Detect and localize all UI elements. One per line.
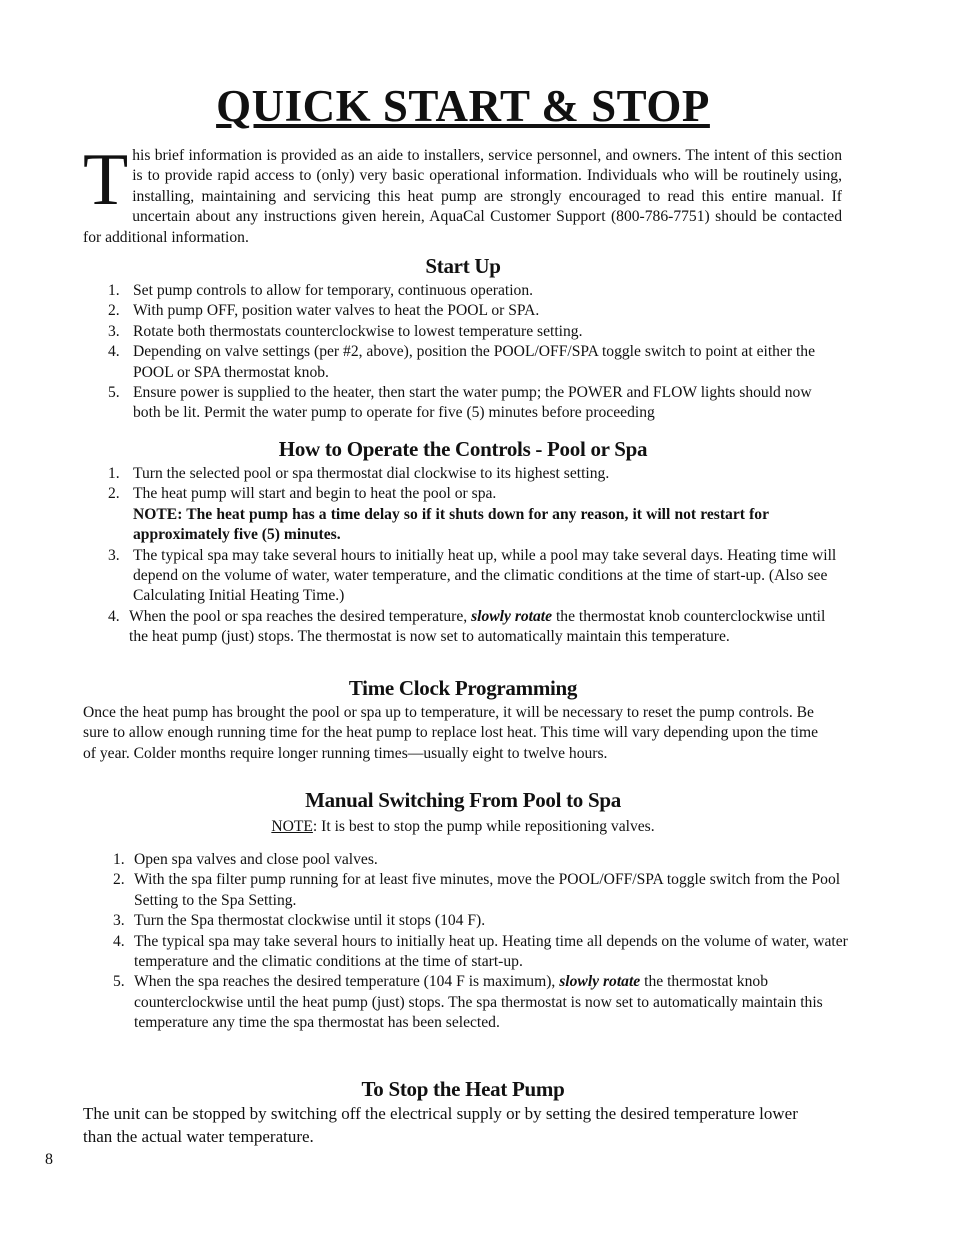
operate-heading: How to Operate the Controls - Pool or Spa [278,437,648,461]
note-label: NOTE [271,818,313,835]
list-item: 5. Ensure power is supplied to the heater, then start the water pump; the POWER and FLOW lights should now both be lit. Permit the water pump to operate for five (5) minutes before proceeding [108,384,812,422]
list-item: 3. Rotate both thermostats counterclockwise to lowest temperature setting. [108,322,583,340]
manual-note: NOTE: It is best to stop the pump while repositioning valves. [271,818,655,835]
list-item: 4. Depending on valve settings (per #2, above), position the POOL/OFF/SPA toggle switch to point at either the POOL or SPA thermostat knob. [108,343,816,381]
list-item: 1. Turn the selected pool or spa thermostat dial clockwise to its highest setting. [108,465,610,482]
manual-heading: Manual Switching From Pool to Spa [305,788,621,812]
operate-list [108,464,843,648]
list-item: 4. When the pool or spa reaches the desired temperature, slowly rotate the thermostat knob counterclockwise until the heat pump (just) stops. The thermostat is now set to automatically maintain this temperature. [108,607,826,646]
list-item: 3. Turn the Spa thermostat clockwise until it stops (104 F). [113,912,486,930]
list-item: 4. The typical spa may take several hours to initially heat up. Heating time all depends on the volume of water, water temperature and the climatic conditions at the time of start-up. [113,932,848,971]
timeclock-heading: Time Clock Programming [348,676,578,700]
timeclock-paragraph: Once the heat pump has brought the pool or spa up to temperature, it will be necessary to reset the pump controls. Be sure to allow enough running time for the heat pump to replace lost heat. This time will vary depending upon the time of year. Colder months require longer running times—usually eight to twelve hours. [83,704,819,762]
startup-list [108,281,843,424]
drop-cap: T [83,139,129,221]
startup-heading: Start Up [425,254,501,278]
list-item: 2. With the spa filter pump running for at least five minutes, move the POOL/OFF/SPA toggle switch from the Pool Setting to the Spa Setting. [113,871,841,909]
list-item: 2. With pump OFF, position water valves to heat the POOL or SPA. [108,302,540,320]
page-title: QUICK START & STOP [216,81,710,131]
page-number: 8 [45,1151,53,1168]
intro-text: his brief information is provided as an aide to installers, service personnel, and owners. The intent of this section is to provide rapid access to (only) very basic operational information. Individuals who will be routinely using, installing, maintaining and servicing this heat pump are strongly encouraged to read this entire manual. If uncertain about any instructions given herein, AquaCal Customer Support (800-786-7751) should be contacted for additional information. [83,147,842,246]
list-item: 5. When the spa reaches the desired temperature (104 F is maximum), slowly rotate the thermostat knob counterclockwise until the heat pump (just) stops. The spa thermostat is now set to automatically maintain this temperature any time the spa thermostat has been selected. [113,973,823,1032]
list-item: 1. Open spa valves and close pool valves. [113,851,378,868]
list-item: 1. Set pump controls to allow for temporary, continuous operation. [108,282,534,299]
manual-list [113,850,848,1034]
stop-heading: To Stop the Heat Pump [361,1077,565,1101]
list-item: 2. The heat pump will start and begin to heat the pool or spa. NOTE: The heat pump has a time delay so if it shuts down for any reason, it will not restart for approximately five (5) minutes. [108,484,843,545]
stop-paragraph: The unit can be stopped by switching off the electrical supply or by setting the desired temperature lower than the actual water temperature. [83,1104,798,1146]
intro-paragraph [83,139,842,248]
time-delay-note: NOTE: The heat pump has a time delay so if it shuts down for any reason, it will not restart for approximately five (5) minutes. [133,505,769,544]
list-item: 3. The typical spa may take several hours to initially heat up, while a pool may take several days. Heating time will depend on the volume of water, water temperature, and the climatic conditions at the time of start-up. (Also see Calculating Initial Heating Time.) [108,546,837,605]
